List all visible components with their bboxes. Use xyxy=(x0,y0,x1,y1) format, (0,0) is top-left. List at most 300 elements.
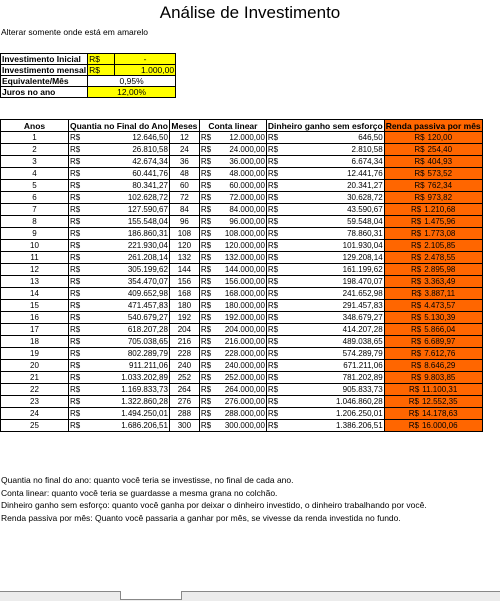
currency-label: R$ xyxy=(410,253,422,262)
currency-label: R$ xyxy=(410,217,422,226)
passive-income-value: 120,00 xyxy=(427,133,453,142)
currency-cell: R$ xyxy=(199,228,216,240)
final-amount-cell: 221.930,04 xyxy=(96,240,170,252)
table-row xyxy=(1,192,483,204)
currency-cell: R$ xyxy=(69,276,96,288)
currency-cell: R$ xyxy=(199,300,216,312)
monthly-rate-value: 0,95% xyxy=(88,76,176,87)
earned-amount-cell: 129.208,14 xyxy=(299,252,384,264)
table-row xyxy=(1,372,483,384)
passive-income-value: 1.475,96 xyxy=(424,217,456,226)
currency-cell: R$ xyxy=(266,408,299,420)
year-cell: 9 xyxy=(1,228,69,240)
linear-amount-cell: 84.000,00 xyxy=(216,204,266,216)
year-cell: 25 xyxy=(1,420,69,432)
earned-amount-cell: 241.652,98 xyxy=(299,288,384,300)
currency-cell: R$ xyxy=(199,312,216,324)
currency-cell: R$ xyxy=(69,312,96,324)
currency-cell: R$ xyxy=(266,372,299,384)
passive-income-cell xyxy=(384,288,482,300)
year-cell: 15 xyxy=(1,300,69,312)
currency-cell: R$ xyxy=(69,300,96,312)
currency-cell: R$ xyxy=(266,360,299,372)
table-row xyxy=(1,348,483,360)
linear-amount-cell: 12.000,00 xyxy=(216,132,266,144)
months-cell: 84 xyxy=(169,204,199,216)
header-anos: Anos xyxy=(1,120,69,132)
currency-cell: R$ xyxy=(69,408,96,420)
currency-label: R$ xyxy=(410,337,422,346)
currency-label: R$ xyxy=(414,145,425,154)
months-cell: 96 xyxy=(169,216,199,228)
page-title: Análise de Investimento xyxy=(159,3,341,22)
final-amount-cell: 261.208,14 xyxy=(96,252,170,264)
initial-investment-currency[interactable]: R$ xyxy=(88,54,115,65)
year-cell: 23 xyxy=(1,396,69,408)
final-amount-cell: 471.457,83 xyxy=(96,300,170,312)
currency-label: R$ xyxy=(410,373,422,382)
linear-amount-cell: 204.000,00 xyxy=(216,324,266,336)
final-amount-cell: 911.211,06 xyxy=(96,360,170,372)
passive-income-value: 4.473,57 xyxy=(424,301,456,310)
table-row xyxy=(1,300,483,312)
year-cell: 12 xyxy=(1,264,69,276)
currency-cell: R$ xyxy=(69,420,96,432)
table-row xyxy=(1,312,483,324)
final-amount-cell: 1.494.250,01 xyxy=(96,408,170,420)
year-cell: 2 xyxy=(1,144,69,156)
linear-amount-cell: 144.000,00 xyxy=(216,264,266,276)
table-row xyxy=(1,408,483,420)
currency-label: R$ xyxy=(411,289,422,298)
currency-label: R$ xyxy=(409,385,420,394)
passive-income-cell xyxy=(384,396,482,408)
table-row xyxy=(1,324,483,336)
year-cell: 6 xyxy=(1,192,69,204)
annual-rate-value[interactable]: 12,00% xyxy=(88,87,176,98)
notes xyxy=(1,474,427,524)
currency-cell: R$ xyxy=(266,264,299,276)
passive-income-value: 12.552,35 xyxy=(421,397,458,406)
months-cell: 12 xyxy=(169,132,199,144)
passive-income-cell xyxy=(384,204,482,216)
currency-cell: R$ xyxy=(69,288,96,300)
earned-amount-cell: 291.457,83 xyxy=(299,300,384,312)
currency-cell: R$ xyxy=(199,264,216,276)
currency-cell: R$ xyxy=(266,384,299,396)
final-amount-cell: 802.289,79 xyxy=(96,348,170,360)
linear-amount-cell: 156.000,00 xyxy=(216,276,266,288)
monthly-investment-value[interactable]: 1.000,00 xyxy=(115,65,176,76)
currency-cell: R$ xyxy=(69,132,96,144)
year-cell: 19 xyxy=(1,348,69,360)
monthly-investment-currency[interactable]: R$ xyxy=(88,65,115,76)
currency-cell: R$ xyxy=(266,156,299,168)
table-body xyxy=(1,132,483,432)
earned-amount-cell: 414.207,28 xyxy=(299,324,384,336)
currency-cell: R$ xyxy=(199,372,216,384)
linear-amount-cell: 288.000,00 xyxy=(216,408,266,420)
currency-cell: R$ xyxy=(266,168,299,180)
passive-income-cell xyxy=(384,360,482,372)
inputs-table xyxy=(0,53,176,98)
table-row xyxy=(1,180,483,192)
currency-cell: R$ xyxy=(69,216,96,228)
input-row-monthly-rate xyxy=(1,76,176,87)
passive-income-cell xyxy=(384,324,482,336)
earned-amount-cell: 1.386.206,51 xyxy=(299,420,384,432)
linear-amount-cell: 120.000,00 xyxy=(216,240,266,252)
table-row xyxy=(1,252,483,264)
currency-cell: R$ xyxy=(69,360,96,372)
months-cell: 168 xyxy=(169,288,199,300)
currency-cell: R$ xyxy=(266,192,299,204)
annual-rate-label: Juros no ano xyxy=(1,87,88,98)
currency-cell: R$ xyxy=(199,276,216,288)
passive-income-value: 6.689,97 xyxy=(424,337,456,346)
passive-income-value: 7.612,76 xyxy=(424,349,456,358)
sheet-tab[interactable] xyxy=(120,591,182,600)
linear-amount-cell: 72.000,00 xyxy=(216,192,266,204)
passive-income-cell xyxy=(384,180,482,192)
year-cell: 20 xyxy=(1,360,69,372)
earned-amount-cell: 12.441,76 xyxy=(299,168,384,180)
input-row-monthly xyxy=(1,65,176,76)
currency-cell: R$ xyxy=(199,168,216,180)
linear-amount-cell: 168.000,00 xyxy=(216,288,266,300)
months-cell: 216 xyxy=(169,336,199,348)
passive-income-value: 2.895,98 xyxy=(424,265,456,274)
months-cell: 240 xyxy=(169,360,199,372)
passive-income-cell xyxy=(384,384,482,396)
months-cell: 120 xyxy=(169,240,199,252)
header-quantia: Quantia no Final do Ano xyxy=(70,120,168,131)
earned-amount-cell: 30.628,72 xyxy=(299,192,384,204)
months-cell: 300 xyxy=(169,420,199,432)
table-row xyxy=(1,336,483,348)
year-cell: 1 xyxy=(1,132,69,144)
year-cell: 21 xyxy=(1,372,69,384)
table-row xyxy=(1,264,483,276)
earned-amount-cell: 2.810,58 xyxy=(299,144,384,156)
passive-income-cell xyxy=(384,192,482,204)
currency-cell: R$ xyxy=(199,384,216,396)
currency-cell: R$ xyxy=(69,324,96,336)
passive-income-value: 3.363,49 xyxy=(424,277,456,286)
months-cell: 252 xyxy=(169,372,199,384)
currency-cell: R$ xyxy=(69,168,96,180)
investment-table xyxy=(0,119,483,432)
passive-income-value: 973,82 xyxy=(427,193,453,202)
currency-cell: R$ xyxy=(199,288,216,300)
currency-label: R$ xyxy=(414,157,425,166)
final-amount-cell: 409.652,98 xyxy=(96,288,170,300)
final-amount-cell: 26.810,58 xyxy=(96,144,170,156)
currency-cell: R$ xyxy=(266,336,299,348)
months-cell: 204 xyxy=(169,324,199,336)
passive-income-value: 2.478,55 xyxy=(424,253,456,262)
year-cell: 18 xyxy=(1,336,69,348)
currency-cell: R$ xyxy=(69,384,96,396)
passive-income-cell xyxy=(384,300,482,312)
passive-income-cell xyxy=(384,168,482,180)
months-cell: 48 xyxy=(169,168,199,180)
months-cell: 60 xyxy=(169,180,199,192)
currency-cell: R$ xyxy=(266,132,299,144)
earned-amount-cell: 20.341,27 xyxy=(299,180,384,192)
currency-cell: R$ xyxy=(199,324,216,336)
year-cell: 16 xyxy=(1,312,69,324)
year-cell: 14 xyxy=(1,288,69,300)
currency-cell: R$ xyxy=(69,156,96,168)
currency-cell: R$ xyxy=(69,204,96,216)
currency-cell: R$ xyxy=(266,204,299,216)
currency-cell: R$ xyxy=(69,372,96,384)
earned-amount-cell: 78.860,31 xyxy=(299,228,384,240)
passive-income-value: 14.178,63 xyxy=(421,409,458,418)
currency-cell: R$ xyxy=(266,180,299,192)
edit-instruction: Alterar somente onde está em amarelo xyxy=(1,27,148,37)
linear-amount-cell: 240.000,00 xyxy=(216,360,266,372)
table-row xyxy=(1,420,483,432)
passive-income-cell xyxy=(384,240,482,252)
currency-cell: R$ xyxy=(266,312,299,324)
currency-label: R$ xyxy=(410,361,422,370)
monthly-rate-label: Equivalente/Mês xyxy=(1,76,88,87)
currency-cell: R$ xyxy=(266,288,299,300)
currency-cell: R$ xyxy=(266,228,299,240)
currency-cell: R$ xyxy=(69,336,96,348)
currency-cell: R$ xyxy=(199,240,216,252)
passive-income-cell xyxy=(384,228,482,240)
table-row xyxy=(1,132,483,144)
final-amount-cell: 127.590,67 xyxy=(96,204,170,216)
linear-amount-cell: 108.000,00 xyxy=(216,228,266,240)
currency-cell: R$ xyxy=(199,408,216,420)
earned-amount-cell: 161.199,62 xyxy=(299,264,384,276)
note-renda-passiva: Renda passiva por mês: Quanto você passaria a ganhar por mês, se vivesse da renda investida no fundo. xyxy=(1,512,401,523)
passive-income-value: 254,40 xyxy=(427,145,453,154)
table-row xyxy=(1,384,483,396)
currency-cell: R$ xyxy=(199,252,216,264)
earned-amount-cell: 574.289,79 xyxy=(299,348,384,360)
final-amount-cell: 540.679,27 xyxy=(96,312,170,324)
earned-amount-cell: 348.679,27 xyxy=(299,312,384,324)
earned-amount-cell: 101.930,04 xyxy=(299,240,384,252)
months-cell: 24 xyxy=(169,144,199,156)
year-cell: 3 xyxy=(1,156,69,168)
currency-label: R$ xyxy=(410,265,422,274)
passive-income-cell xyxy=(384,420,482,432)
earned-amount-cell: 6.674,34 xyxy=(299,156,384,168)
final-amount-cell: 80.341,27 xyxy=(96,180,170,192)
earned-amount-cell: 489.038,65 xyxy=(299,336,384,348)
note-dinheiro-ganho: Dinheiro ganho sem esforço: quanto você ganha por deixar o dinheiro investido, o dinheiro trabalhando por você. xyxy=(1,500,427,510)
note-quantia: Quantia no final do ano: quanto você teria se investisse, no final de cada ano. xyxy=(1,475,294,485)
currency-cell: R$ xyxy=(199,396,216,408)
currency-cell: R$ xyxy=(69,348,96,360)
year-cell: 5 xyxy=(1,180,69,192)
earned-amount-cell: 198.470,07 xyxy=(299,276,384,288)
monthly-investment-label: Investimento mensal xyxy=(2,65,87,75)
passive-income-cell xyxy=(384,276,482,288)
note-conta-linear: Conta linear: quanto você teria se guardasse a mesma grana no colchão. xyxy=(1,487,278,498)
linear-amount-cell: 60.000,00 xyxy=(216,180,266,192)
months-cell: 192 xyxy=(169,312,199,324)
final-amount-cell: 1.169.833,73 xyxy=(96,384,170,396)
passive-income-cell xyxy=(384,348,482,360)
passive-income-cell xyxy=(384,132,482,144)
final-amount-cell: 60.441,76 xyxy=(96,168,170,180)
currency-cell: R$ xyxy=(266,396,299,408)
linear-amount-cell: 48.000,00 xyxy=(216,168,266,180)
linear-amount-cell: 216.000,00 xyxy=(216,336,266,348)
passive-income-cell xyxy=(384,252,482,264)
months-cell: 132 xyxy=(169,252,199,264)
header-meses: Meses xyxy=(171,120,198,131)
final-amount-cell: 354.470,07 xyxy=(96,276,170,288)
final-amount-cell: 618.207,28 xyxy=(96,324,170,336)
year-cell: 11 xyxy=(1,252,69,264)
currency-label: R$ xyxy=(408,397,419,406)
passive-income-value: 573,52 xyxy=(427,169,453,178)
currency-label: R$ xyxy=(414,193,425,202)
initial-investment-value[interactable]: - xyxy=(115,54,176,65)
earned-amount-cell: 905.833,73 xyxy=(299,384,384,396)
passive-income-value: 8.646,29 xyxy=(424,361,456,370)
earned-amount-cell: 43.590,67 xyxy=(299,204,384,216)
passive-income-value: 16.000,06 xyxy=(421,421,458,430)
earned-amount-cell: 1.206.250,01 xyxy=(299,408,384,420)
passive-income-cell xyxy=(384,408,482,420)
currency-cell: R$ xyxy=(199,132,216,144)
linear-amount-cell: 132.000,00 xyxy=(216,252,266,264)
currency-cell: R$ xyxy=(266,420,299,432)
year-cell: 22 xyxy=(1,384,69,396)
currency-cell: R$ xyxy=(69,396,96,408)
passive-income-value: 11.100,31 xyxy=(422,385,458,394)
currency-cell: R$ xyxy=(266,300,299,312)
currency-cell: R$ xyxy=(69,228,96,240)
currency-label: R$ xyxy=(410,241,422,250)
year-cell: 7 xyxy=(1,204,69,216)
currency-cell: R$ xyxy=(199,180,216,192)
earned-amount-cell: 781.202,89 xyxy=(299,372,384,384)
currency-cell: R$ xyxy=(69,252,96,264)
linear-amount-cell: 300.000,00 xyxy=(216,420,266,432)
passive-income-value: 3.887,11 xyxy=(424,289,456,298)
table-row xyxy=(1,204,483,216)
months-cell: 228 xyxy=(169,348,199,360)
passive-income-value: 1.210,68 xyxy=(424,205,456,214)
year-cell: 4 xyxy=(1,168,69,180)
passive-income-value: 1.773,08 xyxy=(424,229,456,238)
months-cell: 180 xyxy=(169,300,199,312)
linear-amount-cell: 24.000,00 xyxy=(216,144,266,156)
currency-label: R$ xyxy=(408,421,419,430)
passive-income-value: 5.130,39 xyxy=(424,313,456,322)
passive-income-cell xyxy=(384,216,482,228)
passive-income-value: 5.866,04 xyxy=(424,325,456,334)
currency-cell: R$ xyxy=(199,348,216,360)
linear-amount-cell: 36.000,00 xyxy=(216,156,266,168)
linear-amount-cell: 96.000,00 xyxy=(216,216,266,228)
table-header-row xyxy=(1,120,483,132)
currency-cell: R$ xyxy=(69,264,96,276)
table-row xyxy=(1,228,483,240)
currency-cell: R$ xyxy=(199,420,216,432)
currency-label: R$ xyxy=(410,313,422,322)
passive-income-cell xyxy=(384,312,482,324)
year-cell: 24 xyxy=(1,408,69,420)
final-amount-cell: 186.860,31 xyxy=(96,228,170,240)
currency-label: R$ xyxy=(414,169,425,178)
table-row xyxy=(1,168,483,180)
input-row-initial xyxy=(1,54,176,65)
table-row xyxy=(1,240,483,252)
linear-amount-cell: 252.000,00 xyxy=(216,372,266,384)
currency-cell: R$ xyxy=(199,204,216,216)
currency-cell: R$ xyxy=(69,144,96,156)
header-dinheiro-ganho: Dinheiro ganho sem esforço xyxy=(267,120,383,131)
initial-investment-label: Investimento Inicial xyxy=(1,54,88,65)
currency-label: R$ xyxy=(408,409,419,418)
final-amount-cell: 102.628,72 xyxy=(96,192,170,204)
table-row xyxy=(1,144,483,156)
table-row xyxy=(1,216,483,228)
passive-income-cell xyxy=(384,336,482,348)
final-amount-cell: 42.674,34 xyxy=(96,156,170,168)
final-amount-cell: 1.686.206,51 xyxy=(96,420,170,432)
year-cell: 13 xyxy=(1,276,69,288)
currency-cell: R$ xyxy=(266,216,299,228)
year-cell: 17 xyxy=(1,324,69,336)
year-cell: 10 xyxy=(1,240,69,252)
table-row xyxy=(1,156,483,168)
table-row xyxy=(1,276,483,288)
months-cell: 288 xyxy=(169,408,199,420)
currency-label: R$ xyxy=(414,133,425,142)
earned-amount-cell: 646,50 xyxy=(299,132,384,144)
passive-income-cell xyxy=(384,144,482,156)
currency-cell: R$ xyxy=(69,240,96,252)
earned-amount-cell: 671.211,06 xyxy=(299,360,384,372)
final-amount-cell: 12.646,50 xyxy=(96,132,170,144)
passive-income-value: 9.803,85 xyxy=(424,373,456,382)
earned-amount-cell: 59.548,04 xyxy=(299,216,384,228)
currency-label: R$ xyxy=(410,205,422,214)
currency-cell: R$ xyxy=(199,216,216,228)
final-amount-cell: 1.033.202,89 xyxy=(96,372,170,384)
linear-amount-cell: 276.000,00 xyxy=(216,396,266,408)
currency-cell: R$ xyxy=(266,240,299,252)
linear-amount-cell: 264.000,00 xyxy=(216,384,266,396)
currency-cell: R$ xyxy=(266,144,299,156)
currency-label: R$ xyxy=(410,325,422,334)
linear-amount-cell: 228.000,00 xyxy=(216,348,266,360)
passive-income-cell xyxy=(384,264,482,276)
final-amount-cell: 155.548,04 xyxy=(96,216,170,228)
months-cell: 36 xyxy=(169,156,199,168)
passive-income-cell xyxy=(384,156,482,168)
currency-label: R$ xyxy=(414,181,425,190)
currency-cell: R$ xyxy=(69,180,96,192)
currency-label: R$ xyxy=(410,301,422,310)
passive-income-value: 2.105,85 xyxy=(424,241,456,250)
currency-cell: R$ xyxy=(266,276,299,288)
passive-income-cell xyxy=(384,372,482,384)
table-row xyxy=(1,396,483,408)
